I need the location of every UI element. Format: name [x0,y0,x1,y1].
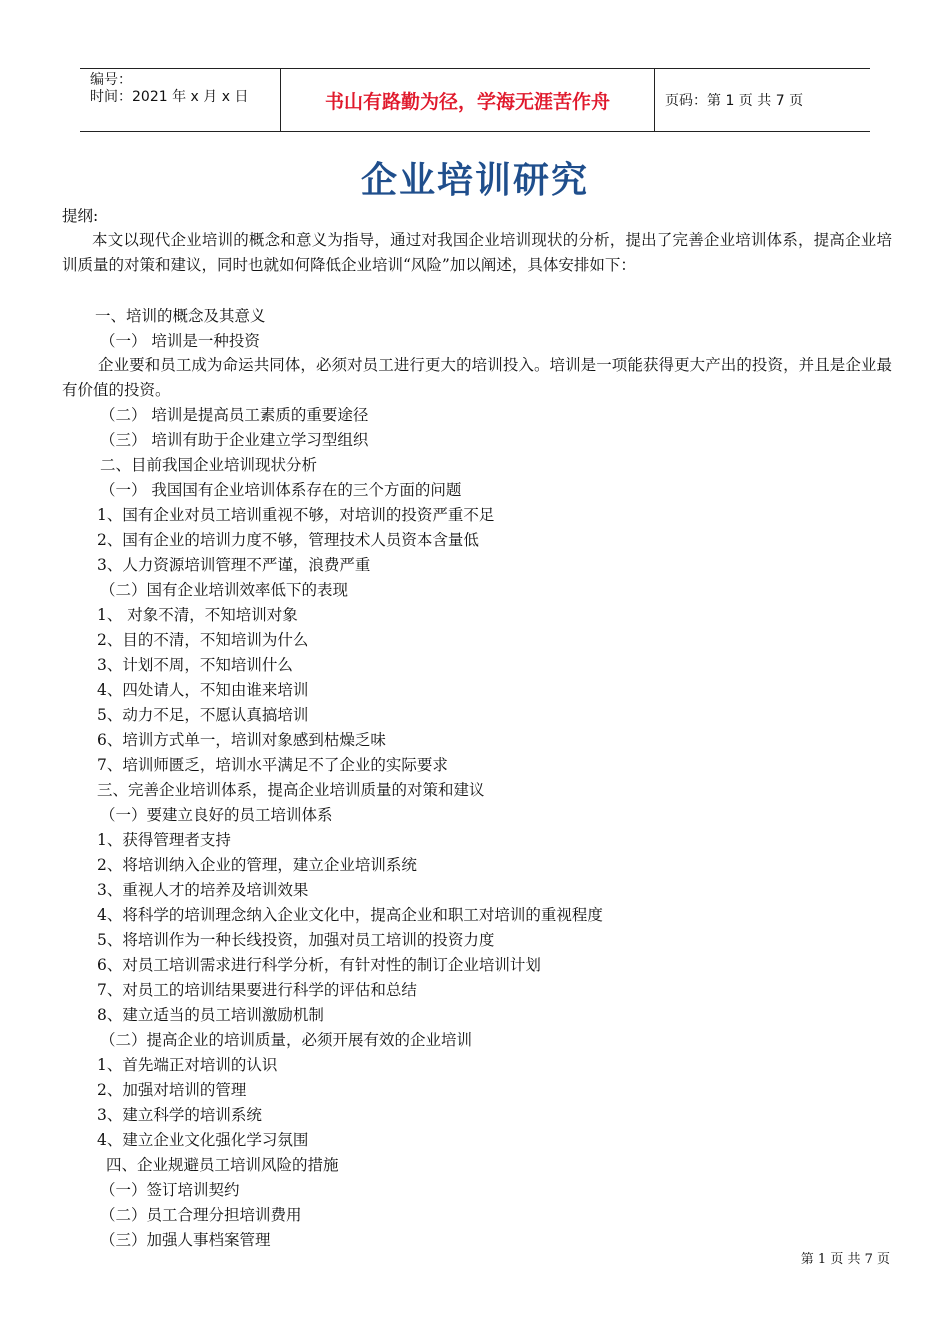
list-item: 8、建立适当的员工培训激励机制 [97,1006,324,1024]
subsection-heading: （二）提高企业的培训质量，必须开展有效的企业培训 [100,1031,473,1049]
subsection-heading: （一）签订培训契约 [100,1181,240,1199]
list-item: 6、培训方式单一，培训对象感到枯燥乏味 [97,731,386,749]
subsection-heading: （一） 培训是一种投资 [100,332,260,350]
list-item: 5、动力不足，不愿认真搞培训 [97,706,309,724]
page-code-cell [655,69,870,131]
time-label: 时间：2021 年 x 月 x 日 [90,89,249,105]
motto-text: 书山有路勤为径，学海无涯苦作舟 [324,90,610,113]
section-heading: 四、企业规避员工培训风险的措施 [106,1156,339,1174]
outline-label: 提纲: [62,207,99,225]
number-label: 编号： [90,72,132,88]
list-item: 4、四处请人，不知由谁来培训 [97,681,309,699]
motto-cell [281,69,655,131]
list-item: 3、重视人才的培养及培训效果 [97,881,309,899]
subsection-heading: （二）员工合理分担培训费用 [100,1206,302,1224]
investment-paragraph: 企业要和员工成为命运共同体，必须对员工进行更大的培训投入。培训是一项能获得更大产出的投资，并且是企业最有价值的投资。 [62,356,892,399]
list-item: 1、获得管理者支持 [97,831,231,849]
list-item: 3、人力资源培训管理不严谨，浪费严重 [97,556,371,574]
subsection-heading: （三） 培训有助于企业建立学习型组织 [100,431,369,449]
list-item: 4、将科学的培训理念纳入企业文化中，提高企业和职工对培训的重视程度 [97,906,603,924]
list-item: 4、建立企业文化强化学习氛围 [97,1131,309,1149]
list-item: 5、将培训作为一种长线投资，加强对员工培训的投资力度 [97,931,495,949]
document-title: 企业培训研究 [360,160,589,201]
list-item: 7、对员工的培训结果要进行科学的评估和总结 [97,981,417,999]
list-item: 3、计划不周，不知培训什么 [97,656,293,674]
section-heading: 三、完善企业培训体系，提高企业培训质量的对策和建议 [97,781,485,799]
section-heading: 一、培训的概念及其意义 [95,307,266,325]
page-code-text: 页码：第 1 页 共 7 页 [665,93,804,109]
list-item: 2、目的不清，不知培训为什么 [97,631,309,649]
subsection-heading: （二） 培训是提高员工素质的重要途径 [100,406,369,424]
subsection-heading: （一） 我国国有企业培训体系存在的三个方面的问题 [100,481,462,499]
intro-paragraph: 本文以现代企业培训的概念和意义为指导，通过对我国企业培训现状的分析，提出了完善企业培训体系，提高企业培训质量的对策和建议，同时也就如何降低企业培训“风险”加以阐述，具体安排如下： [62,231,892,274]
section-heading: 二、目前我国企业培训现状分析 [100,456,318,474]
list-item: 6、对员工培训需求进行科学分析，有针对性的制订企业培训计划 [97,956,541,974]
list-item: 1、 对象不清，不知培训对象 [97,606,298,624]
list-item: 3、建立科学的培训系统 [97,1106,262,1124]
subsection-heading: （三）加强人事档案管理 [100,1231,271,1249]
header-info-cell [80,69,281,131]
subsection-heading: （一）要建立良好的员工培训体系 [100,806,333,824]
list-item: 2、加强对培训的管理 [97,1081,247,1099]
list-item: 1、国有企业对员工培训重视不够，对培训的投资严重不足 [97,506,495,524]
header-table [80,68,870,132]
list-item: 1、首先端正对培训的认识 [97,1056,278,1074]
page-footer: 第 1 页 共 7 页 [800,1252,890,1267]
list-item: 2、将培训纳入企业的管理，建立企业培训系统 [97,856,417,874]
subsection-heading: （二）国有企业培训效率低下的表现 [100,581,349,599]
list-item: 2、国有企业的培训力度不够，管理技术人员资本含量低 [97,531,479,549]
list-item: 7、培训师匮乏，培训水平满足不了企业的实际要求 [97,756,448,774]
